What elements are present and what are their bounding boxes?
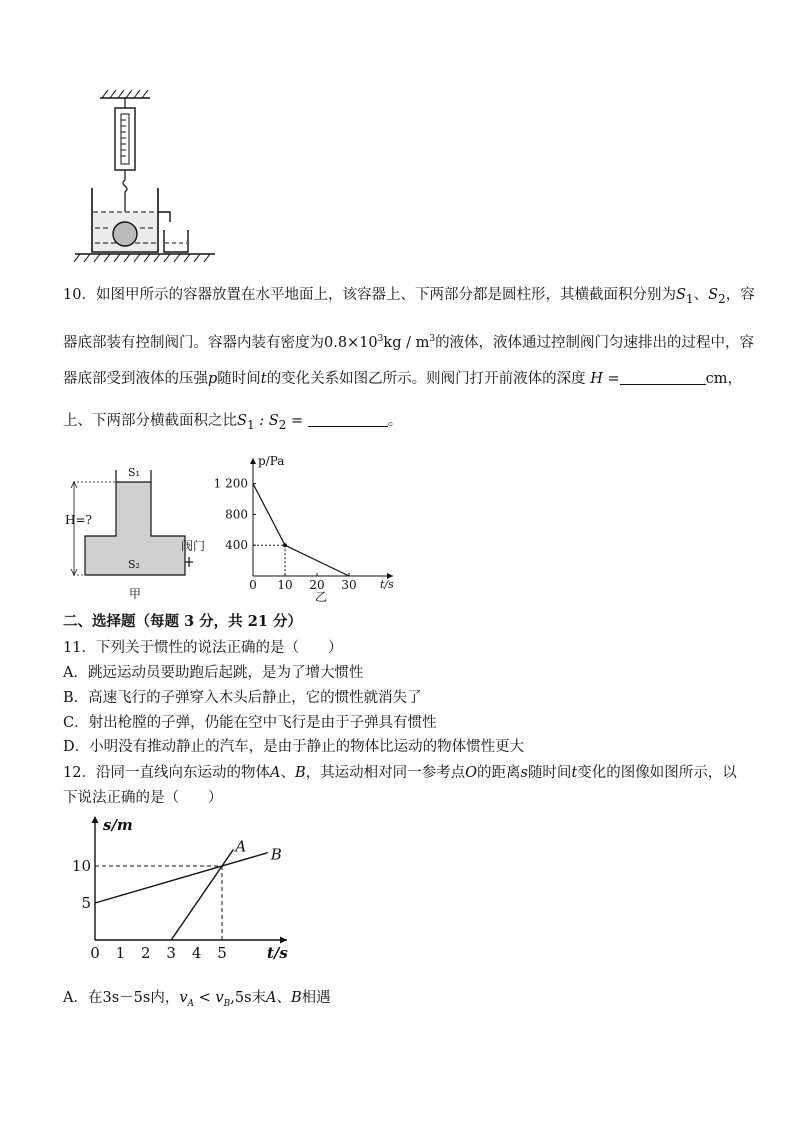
x-axis-label: t/s [267,944,288,962]
q10-text: 器底部装有控制阀门。容器内装有密度为 [63,334,324,351]
q10-text: 随时间 [217,371,261,387]
q10-density-exp: 3 [377,334,384,344]
q12-opt-a-vb-sub: B [223,998,231,1009]
x-tick-label: 10 [277,578,293,592]
y-tick-label: 1 200 [213,476,248,491]
q12-opt-a-sep: 、 [276,990,291,1006]
x-axis-label: t/s [380,578,394,591]
section-2-heading: 二、选择题（每题 3 分，共 21 分） [63,613,302,630]
y-axis-label: p/Pa [258,454,285,468]
q10-text: 上、下两部分横截面积之比 [63,413,237,429]
y-tick-label: 5 [81,894,91,912]
q10-s1-sub: 1 [685,291,694,306]
x-tick-label: 2 [141,944,151,962]
q12-text: 的距离 [476,765,521,781]
q10-text: 的液体，液体通过控制阀门匀速排出的过程中，容 [435,334,755,351]
q10-density-unit: kg / m [383,334,430,351]
q12-text: 变化的图像如图所示，以 [577,765,737,781]
q12-t-var: t [571,765,578,781]
q10-p-var: p [208,371,218,387]
q12-text: 随时间 [527,765,572,781]
q12-opt-a-A: A [266,990,277,1006]
q10-line-3 [63,369,742,389]
chart-distance-time [71,812,300,962]
q10-s2-sub: 2 [718,291,726,306]
q10-answer-blank-ratio[interactable] [308,412,388,427]
q12-text: 12．沿同一直线向东运动的物体 [63,765,270,781]
q10-s1: S [675,287,686,303]
q10-line-4 [63,411,402,435]
q10-ratio-sub1: 1 [246,417,255,432]
q12-o-var: O [465,765,477,781]
x-tick-label: 0 [249,578,257,592]
q10-h-eq: H = [590,371,620,387]
q12-opt-a-va-sub: A [187,998,195,1009]
q10-text: 10．如图甲所示的容器放置在水平地面上，该容器上、下两部分都是圆柱形，其横截面积分别为 [63,287,676,303]
x-tick-label: 0 [90,944,100,962]
jia-s1-label: S₁ [128,466,140,479]
q12-opt-a-va: v [179,990,188,1006]
y-tick-label: 400 [225,538,248,553]
q10-text: 的变化关系如图乙所示。则阀门打开前液体的深度 [266,371,586,387]
q12-option-a[interactable] [63,986,331,1009]
y-tick-label: 10 [71,857,91,875]
q12-opt-a-text3: ,5s末 [230,990,267,1006]
q10-ratio-sub2: 2 [278,417,287,432]
q12-b-var: B [294,765,306,781]
y-axis-label: s/m [103,816,133,834]
q12-opt-a-B: B [291,990,302,1006]
q11-option-a[interactable]: A．跳远运动员要助跑后起跳，是为了增大惯性 [63,665,364,681]
x-tick-label: 1 [115,944,126,962]
q10-ratio-colon: : S [254,413,279,429]
q12-comma: 、 [280,765,295,781]
q10-line4-end: 。 [387,413,403,429]
x-tick-label: 30 [341,578,357,592]
q10-sep: 、 [693,287,709,303]
x-tick-label: 4 [191,944,202,962]
q10-ratio: S [237,413,247,429]
q10-line-1 [63,285,755,309]
x-tick-label: 5 [217,944,227,962]
q10-t-var: t [260,371,267,387]
x-tick-label: 3 [166,944,176,962]
point-kink [283,543,287,547]
q10-density-unit-exp: 3 [429,334,436,344]
series-segment-p [285,545,349,576]
jia-h-label: H=? [65,513,92,527]
series-line-a [171,849,233,940]
figure-jia-container [63,460,206,601]
q12-opt-a-lt: < [194,990,216,1006]
q11-option-b[interactable]: B．高速飞行的子弹穿入木头后静止，它的惯性就消失了 [63,690,422,706]
series-line-b [95,853,268,903]
q12-opt-a-range: 3s－5s [102,990,151,1006]
jia-s2-label: S₂ [128,558,140,571]
q12-s-var: s [520,765,528,781]
q12-opt-a-text4: 相遇 [301,990,331,1006]
x-tick-label: 20 [309,578,325,592]
series-label-a: A [235,837,247,856]
spring-scale-apparatus-figure [70,88,220,268]
q10-line-2 [63,329,754,353]
q12-opt-a-text2: 内， [150,990,180,1006]
q10-answer-blank-h[interactable] [620,370,706,385]
chart-pressure-time [208,452,403,602]
yi-caption: 乙 [315,590,328,604]
q10-s2: S [708,287,719,303]
series-segment-p [253,484,285,546]
series-label-b: B [270,845,282,864]
q11-option-d[interactable]: D．小明没有推动静止的汽车，是由于静止的物体比运动的物体惯性更大 [63,739,525,755]
y-tick-label: 800 [225,507,248,522]
q10-density: 0.8×10 [324,334,378,351]
q12-stem-line-2: 下说法正确的是（ ） [63,790,223,806]
q11-stem: 11．下列关于惯性的说法正确的是（ ） [63,640,343,656]
jia-valve-label: 阀门 [181,539,206,553]
jia-caption: 甲 [129,587,142,601]
q12-stem-line-1 [63,761,737,782]
q12-a-var: A [269,765,281,781]
q10-line1-end: ，容 [725,287,755,303]
q11-option-c[interactable]: C．射出枪膛的子弹，仍能在空中飞行是由于子弹具有惯性 [63,715,437,731]
q10-unit: cm， [705,371,743,387]
q12-opt-a-vb: v [215,990,224,1006]
q12-text: ，其运动相对同一参考点 [305,765,466,781]
q12-opt-a-text: A．在 [63,990,103,1006]
q10-text: 器底部受到液体的压强 [63,371,208,387]
q10-ratio-eq: = [286,413,304,429]
